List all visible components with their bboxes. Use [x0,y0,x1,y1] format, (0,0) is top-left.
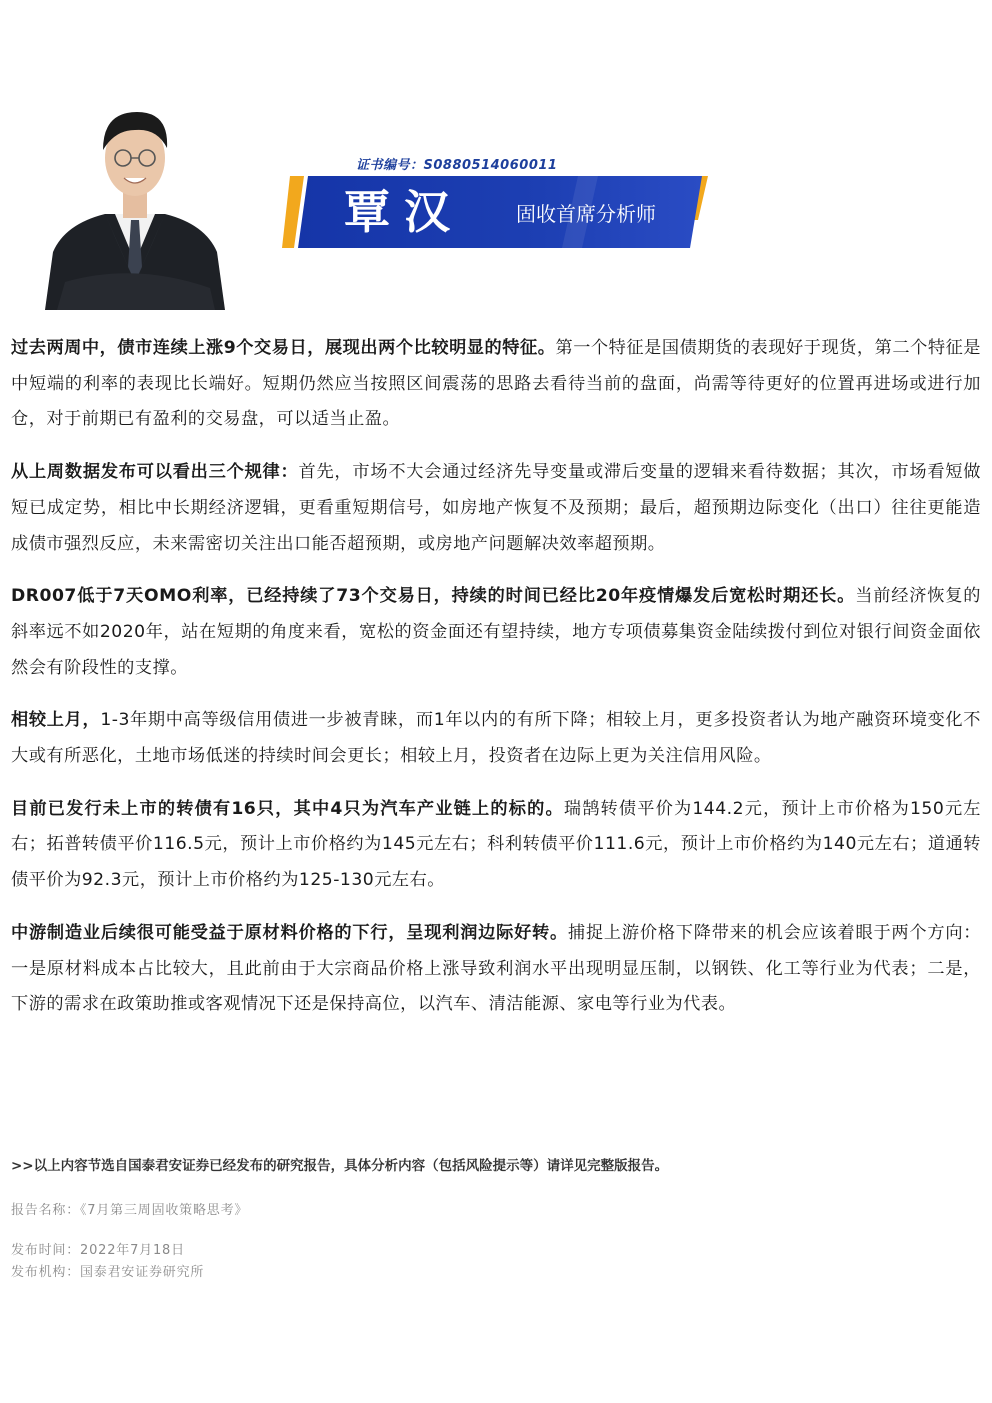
paragraph-text: 瑞鹄转债平价为144.2元，预计上市价格为150元左右；拓普转债平价116.5元，预计上市价格约为145元左右；科利转债平价111.6元，预计上市价格约为140元左右；道通转债平价为92.3元，预计上市价格约为125-130元左右。 [11,798,981,891]
analyst-name: 覃汉 [344,185,464,239]
report-name: 报告名称：《7月第三周固收策略思考》 [11,1203,249,1218]
paragraph-lead: 从上周数据发布可以看出三个规律： [11,462,299,483]
paragraph-text: 当前经济恢复的斜率远不如2020年，站在短期的角度来看，宽松的资金面还有望持续，地方专项债募集资金陆续拨付到位对银行间资金面依然会有阶段性的支撑。 [11,586,981,678]
paragraph-lead: 相较上月， [11,710,101,731]
certificate-number: 证书编号：S0880514060011 [356,158,558,173]
paragraph-lead: DR007低于7天OMO利率，已经持续了73个交易日，持续的时间已经比20年疫情爆发后宽松时期还长。 [11,586,856,607]
paragraph-5 [11,792,981,899]
paragraph-text: 首先，市场不大会通过经济先导变量或滞后变量的逻辑来看待数据；其次，市场看短做短已成定势，相比中长期经济逻辑，更看重短期信号，如房地产恢复不及预期；最后，超预期边际变化（出口）往往更能造成债市强烈反应，未来需密切关注出口能否超预期，或房地产问题解决效率超预期。 [11,462,981,554]
paragraph-4 [11,703,981,774]
analyst-title: 固收首席分析师 [516,202,656,226]
paragraph-2 [11,455,981,562]
paragraph-1 [11,331,981,438]
publish-date: 发布时间：2022年7月18日 [11,1243,185,1258]
paragraph-3 [11,579,981,686]
paragraph-text: 第一个特征是国债期货的表现好于现货，第二个特征是中短端的利率的表现比长端好。短期仍然应当按照区间震荡的思路去看待当前的盘面，尚需等待更好的位置再进场或进行加仓，对于前期已有盈利的交易盘，可以适当止盈。 [11,338,981,430]
paragraph-text: 捕捉上游价格下降带来的机会应该着眼于两个方向：一是原材料成本占比较大，且此前由于大宗商品价格上涨导致利润水平出现明显压制，以钢铁、化工等行业为代表；二是，下游的需求在政策助推或客观情况下还是保持高位，以汽车、清洁能源、家电等行业为代表。 [11,922,981,1015]
analyst-portrait-image [45,92,225,310]
paragraph-lead: 中游制造业后续很可能受益于原材料价格的下行，呈现利润边际好转。 [11,922,568,943]
excerpt-note: >>以上内容节选自国泰君安证券已经发布的研究报告，具体分析内容（包括风险提示等）请详见完整版报告。 [11,1158,669,1174]
paragraph-6 [11,916,981,1023]
paragraph-lead: 目前已发行未上市的转债有16只，其中4只为汽车产业链上的标的。 [11,798,564,819]
report-header [0,0,992,315]
analyst-photo [45,92,225,310]
article-body [11,331,981,1040]
paragraph-lead: 过去两周中，债市连续上涨9个交易日，展现出两个比较明显的特征。 [11,338,556,358]
publisher: 发布机构：国泰君安证券研究所 [11,1265,205,1280]
analyst-banner [282,176,708,248]
paragraph-text: 1-3年期中高等级信用债进一步被青睐，而1年以内的有所下降；相较上月，更多投资者认为地产融资环境变化不大或有所恶化，土地市场低迷的持续时间会更长；相较上月，投资者在边际上更为关注信用风险。 [11,710,981,767]
